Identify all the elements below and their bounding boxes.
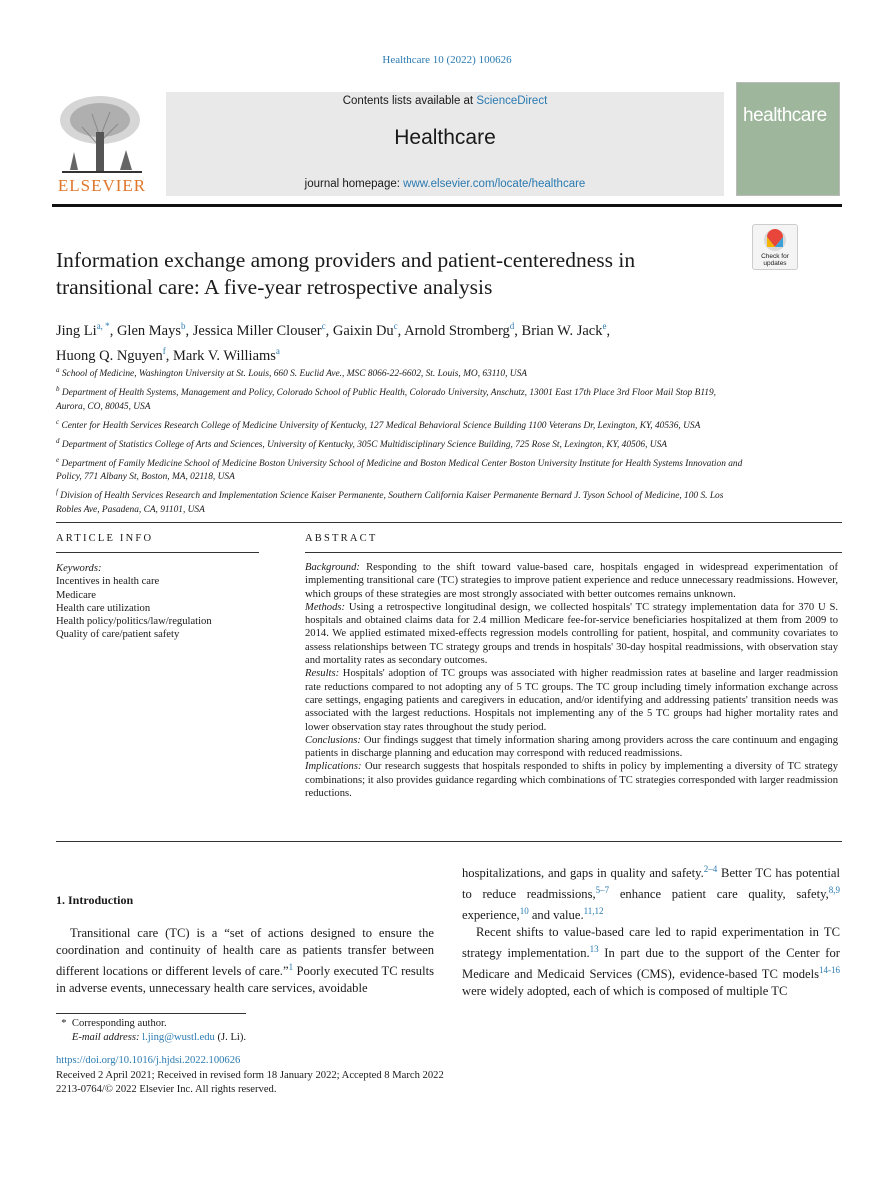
cover-title: healthcare bbox=[743, 105, 827, 126]
section-heading-introduction: 1. Introduction bbox=[56, 893, 134, 907]
homepage-link[interactable]: www.elsevier.com/locate/healthcare bbox=[403, 178, 586, 190]
header-divider bbox=[52, 204, 842, 207]
homepage-prefix: journal homepage: bbox=[304, 178, 404, 190]
affiliation-mark: a bbox=[56, 366, 60, 374]
article-info-heading: ARTICLE INFO bbox=[56, 533, 154, 544]
affiliation bbox=[56, 435, 746, 453]
affiliation-mark: d bbox=[56, 436, 60, 445]
affiliation-text: Department of Statistics College of Arts and Sciences, University of Kentucky, 305C Multidisciplinary Science Building, 725 Rose St, Lexington, KY, 40506, USA bbox=[61, 439, 667, 450]
abstract-implications: Implications: Our research suggests that hospitals responded to shifts in policy by implementing a diversity of TC strategy combinations; it also provides guidance regarding which combinations of TC strategies corresponded with larger readmission reductions. bbox=[305, 761, 838, 800]
abstract-body bbox=[305, 561, 838, 800]
author-name[interactable]: Glen Mays bbox=[116, 322, 181, 339]
affiliations bbox=[56, 364, 746, 519]
affiliation-text: Center for Health Services Research College of Medicine University of Kentucky, 127 Medical Behavioral Science Building 1100 Veterans Dr, Lexington, KY, 40536, USA bbox=[61, 420, 701, 431]
intro-left-column bbox=[56, 925, 434, 996]
author-name[interactable]: Jessica Miller Clouser bbox=[192, 322, 322, 339]
reference-link[interactable]: 1 bbox=[288, 961, 294, 972]
affiliation-mark: f bbox=[56, 488, 58, 497]
author-affiliation-mark[interactable]: b bbox=[180, 321, 186, 331]
author-separator: , bbox=[185, 322, 193, 339]
affiliation-text: Division of Health Services Research and Implementation Science Kaiser Permanente, Southern California Kaiser Permanente Bernard J. Tyson School of Medicine, 100 S. Los Robles Ave, Pasadena, CA, 91101, USA bbox=[56, 491, 724, 515]
affiliation bbox=[56, 416, 746, 434]
keyword: Quality of care/patient safety bbox=[56, 629, 180, 641]
article-info-rule bbox=[56, 552, 259, 553]
author-affiliation-mark[interactable]: c bbox=[393, 321, 398, 331]
intro-paragraph: Transitional care (TC) is a “set of actions designed to ensure the coordination and continuity of health care as patients transfer between different locations or different levels of care.”$^1$ Poorly executed TC results in adverse events, unnecessary health care services, avoidable bbox=[56, 926, 434, 995]
crossmark-icon bbox=[753, 225, 797, 255]
email-line: E-mail address: l.jing@wustl.edu (J. Li). bbox=[71, 1032, 247, 1043]
article-title: Information exchange among providers and patient-centeredness in transitional care: A five-year retrospective analysis bbox=[56, 248, 636, 299]
intro-paragraph: Recent shifts to value-based care led to rapid experimentation in TC strategy implementation.$^{13}$ In part due to the support of the Center for Medicare and Medicaid Services (CMS), evidence-based TC models$^{14-16}$ were widely adopted, each of which is composed of multiple TC bbox=[462, 924, 840, 998]
abstract-rule bbox=[305, 552, 842, 553]
author-name[interactable]: Jing Li bbox=[56, 322, 97, 339]
author-name[interactable]: Brian W. Jack bbox=[521, 322, 603, 339]
reference-link[interactable]: 8,9 bbox=[828, 884, 841, 895]
reference-link[interactable]: 5–7 bbox=[595, 884, 610, 895]
author-affiliation-mark[interactable]: e bbox=[602, 321, 607, 331]
affiliation bbox=[56, 383, 746, 414]
author-separator: , bbox=[109, 322, 117, 339]
author-separator: , bbox=[325, 322, 333, 339]
author-affiliation-mark[interactable]: c bbox=[321, 321, 326, 331]
author-name[interactable]: Huong Q. Nguyen bbox=[56, 347, 163, 364]
reference-link[interactable]: 11,12 bbox=[583, 905, 604, 916]
contents-prefix: Contents lists available at bbox=[342, 95, 477, 107]
affiliation bbox=[56, 364, 746, 382]
reference-link[interactable]: 13 bbox=[589, 943, 599, 954]
intro-paragraph: hospitalizations, and gaps in quality and safety.$^{2-4}$ Better TC has potential to reduce readmissions,$^{5-7}$ enhance patient care quality, safety,$^{8,9}$ experience,$^{10}$ and value.$^{11,12}$ bbox=[462, 864, 841, 923]
author-name[interactable]: Arnold Stromberg bbox=[404, 322, 510, 339]
affiliation bbox=[56, 454, 746, 485]
homepage-line bbox=[166, 178, 724, 190]
journal-name: Healthcare bbox=[394, 126, 496, 149]
affiliation-text: Department of Health Systems, Management and Policy, Colorado School of Public Health, Colorado University, Anschutz, 13001 East 17th Place 3rd Floor Mail Stop B119, Aurora, CO, 80045, USA bbox=[56, 388, 717, 412]
keyword: Medicare bbox=[56, 589, 96, 601]
affiliation bbox=[56, 486, 746, 517]
author-separator: , bbox=[606, 322, 611, 339]
received-dates: Received 2 April 2021; Received in revised form 18 January 2022; Accepted 8 March 2022 bbox=[56, 1069, 444, 1081]
publisher-name: ELSEVIER bbox=[57, 176, 147, 195]
abstract-bottom-rule bbox=[56, 841, 842, 842]
footnote-rule bbox=[56, 1013, 246, 1014]
corresponding-author-note: * Corresponding author. bbox=[56, 1018, 167, 1029]
author-affiliation-mark[interactable]: f bbox=[162, 345, 166, 356]
keyword: Health care utilization bbox=[56, 602, 151, 614]
reference-link[interactable]: 2–4 bbox=[703, 864, 718, 874]
author-separator: , bbox=[165, 347, 173, 364]
journal-cover-thumbnail[interactable] bbox=[736, 82, 840, 196]
author-separator: , bbox=[514, 322, 522, 339]
affiliation-mark: c bbox=[56, 417, 60, 426]
doi-link[interactable]: https://doi.org/10.1016/j.hjdsi.2022.100626 bbox=[56, 1055, 241, 1066]
journal-citation[interactable]: Healthcare 10 (2022) 100626 bbox=[382, 54, 512, 66]
footnote bbox=[56, 1017, 456, 1045]
affiliation-mark: e bbox=[56, 455, 60, 464]
author-affiliation-mark[interactable]: a, * bbox=[96, 321, 110, 331]
keywords-block bbox=[56, 562, 266, 642]
reference-link[interactable]: 10 bbox=[519, 905, 529, 916]
sciencedirect-link[interactable]: ScienceDirect bbox=[476, 95, 548, 107]
abstract-heading: ABSTRACT bbox=[305, 533, 378, 544]
section-divider bbox=[56, 522, 842, 523]
publication-info bbox=[56, 1054, 756, 1098]
crossmark-label: Check for updates bbox=[761, 253, 789, 267]
keywords-label: Keywords: bbox=[56, 563, 102, 574]
keyword: Health policy/politics/law/regulation bbox=[56, 616, 212, 628]
abstract-methods: Methods: Using a retrospective longitudinal design, we collected hospitals' TC strategy implementation data for 370 U S. hospitals and obtained claims data for 2.4 million Medicare fee-for-service beneficiaries hospitalized at them from 2009 to 2014. We applied estimated mixed-effects regression models controlling for patient, hospital, and community covariates to assess relationships between TC strategy groups and trends in hospitals' 30-day hospital readmissions, with observation stay and mortality rates as secondary outcomes. bbox=[305, 601, 838, 667]
keyword: Incentives in health care bbox=[56, 576, 160, 588]
author-name[interactable]: Mark V. Williams bbox=[172, 347, 276, 364]
contents-line bbox=[166, 95, 724, 107]
email-link[interactable]: l.jing@wustl.edu bbox=[142, 1032, 215, 1043]
author-affiliation-mark[interactable]: d bbox=[509, 321, 515, 331]
abstract-background: Background: Responding to the shift toward value-based care, hospitals engaged in widespread experimentation of implementing transitional care (TC) strategies to improve patient experience and reduce unnecessary readmissions. However, which groups of these strategies are most strongly associated with better outcomes remains unknown. bbox=[305, 562, 838, 600]
affiliation-mark: b bbox=[56, 385, 60, 394]
author-affiliation-mark[interactable]: a bbox=[275, 345, 280, 356]
author-name[interactable]: Gaixin Du bbox=[332, 322, 394, 339]
issn-copyright: 2213-0764/© 2022 Elsevier Inc. All rights reserved. bbox=[56, 1084, 277, 1095]
abstract-results: Results: Hospitals' adoption of TC groups was associated with higher readmission rates at baseline and larger readmission rate reductions compared to not adopting any of 5 TC groups. The TC group including timely information exchange across care settings, engaging patients and caregivers in education, and/or identifying and addressing patients' transition needs was associated with the largest reductions. Hospitals not implementing any of the 5 TC groups had higher mortality rates and lower observation stay rates throughout the study period. bbox=[305, 668, 838, 733]
author-separator: , bbox=[397, 322, 405, 339]
author-list bbox=[56, 316, 796, 366]
affiliation-text: Department of Family Medicine School of Medicine Boston University School of Medicine and Boston Medical Center Boston University Institute for Health Systems Innovation and Policy, 771 Albany St, Boston, MA, 02118, USA bbox=[56, 459, 743, 483]
affiliation-text: School of Medicine, Washington University at St. Louis, 660 S. Euclid Ave., MSC 8066-22-6602, St. Louis, MO, 63110, USA bbox=[61, 369, 527, 380]
intro-right-column bbox=[462, 861, 840, 1000]
abstract-conclusions: Conclusions: Our findings suggest that timely information sharing among providers across the care continuum and engaging patients in discharge planning and education may correspond with reduced readmissions. bbox=[305, 734, 838, 760]
reference-link[interactable]: 14-16 bbox=[819, 964, 840, 975]
crossmark-badge[interactable] bbox=[752, 224, 798, 270]
